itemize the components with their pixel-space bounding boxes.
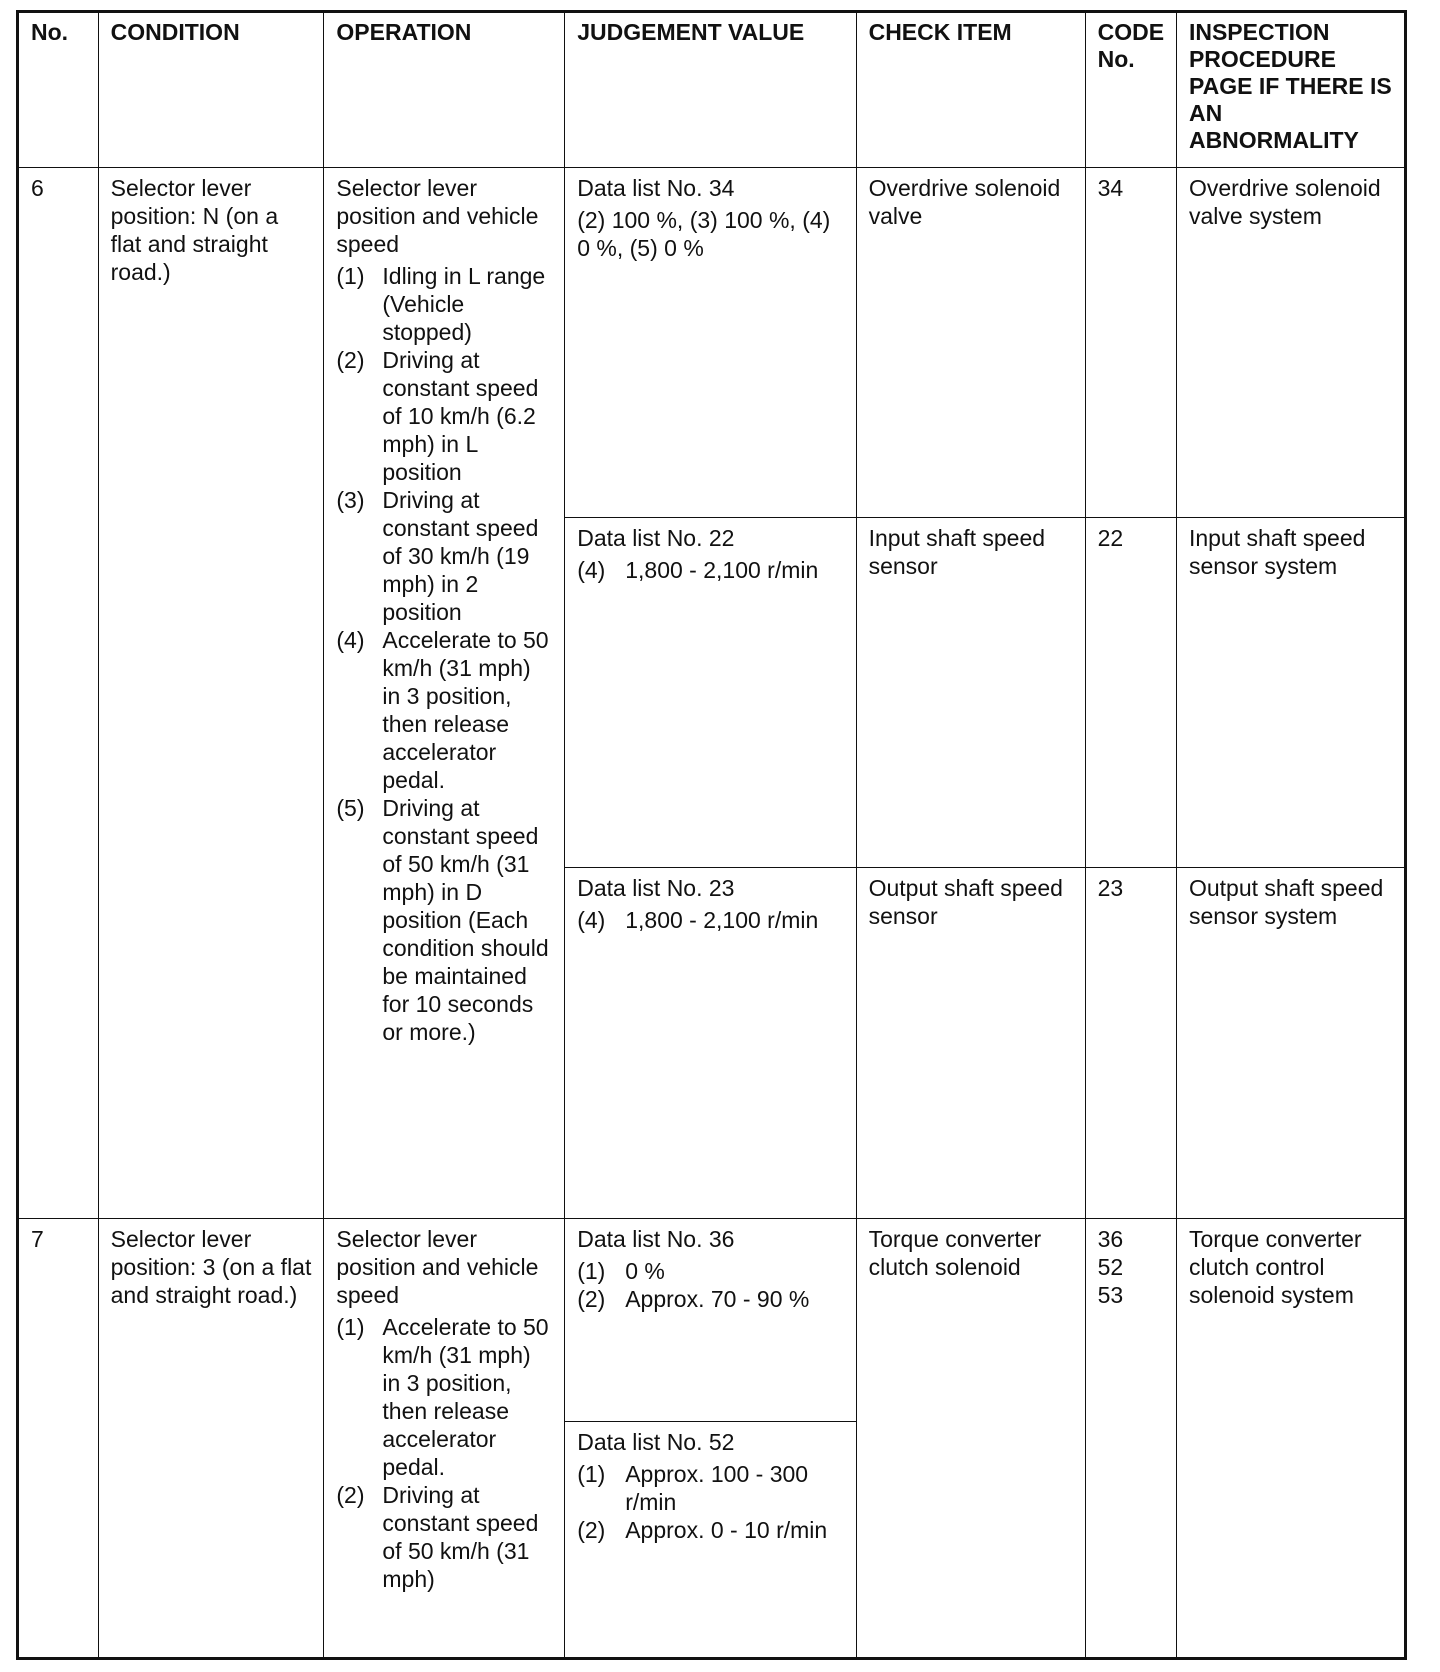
- header-check-item: CHECK ITEM: [856, 12, 1085, 168]
- operation-intro: Selector lever position and vehicle speed: [336, 1225, 539, 1308]
- inspection-cell: Output shaft speed sensor system: [1176, 868, 1405, 1218]
- check-item-cell: Output shaft speed sensor: [856, 868, 1085, 1218]
- operation-intro: Selector lever position and vehicle speed: [336, 174, 539, 257]
- check-item-cell: Torque converter clutch solenoid: [856, 1218, 1085, 1658]
- code-cell: 34: [1085, 167, 1176, 517]
- operation-step: (1) Accelerate to 50 km/h (31 mph) in 3 position, then release accelerator pedal.: [336, 1313, 549, 1480]
- judgement-title: Data list No. 23: [577, 875, 735, 902]
- judgement-value: (1) 0 %: [577, 1257, 665, 1284]
- judgement-cell: [565, 518, 856, 868]
- condition-cell: Selector lever position: N (on a flat and straight road.): [98, 167, 324, 1218]
- table-row: [18, 1218, 1406, 1422]
- judgement-title: Data list No. 36: [577, 1225, 735, 1252]
- header-operation: OPERATION: [324, 12, 565, 168]
- judgement-cell: [565, 167, 856, 517]
- judgement-values: (2) 100 %, (3) 100 %, (4) 0 %, (5) 0 %: [577, 206, 831, 261]
- code-cell: 22: [1085, 518, 1176, 868]
- header-inspection-page: INSPECTION PROCEDURE PAGE IF THERE IS AN ABNORMALITY: [1176, 12, 1405, 168]
- inspection-cell: Torque converter clutch control solenoid system: [1176, 1218, 1405, 1658]
- judgement-value: (4) 1,800 - 2,100 r/min: [577, 557, 819, 584]
- operation-step: (2) Driving at constant speed of 10 km/h (6.2 mph) in L position: [336, 346, 539, 485]
- header-no: No.: [18, 12, 99, 168]
- judgement-value: (4) 1,800 - 2,100 r/min: [577, 907, 819, 934]
- code-cell: 36 52 53: [1085, 1218, 1176, 1658]
- judgement-value: (2) Approx. 70 - 90 %: [577, 1285, 810, 1312]
- operation-cell: [324, 1218, 565, 1658]
- inspection-table: [16, 10, 1407, 1660]
- judgement-value: (1) Approx. 100 - 300 r/min: [577, 1461, 809, 1516]
- check-item-cell: Overdrive solenoid valve: [856, 167, 1085, 517]
- operation-step: (3) Driving at constant speed of 30 km/h (19 mph) in 2 position: [336, 486, 539, 625]
- code-cell: 23: [1085, 868, 1176, 1218]
- table-row: [18, 167, 1406, 517]
- header-code-no: CODE No.: [1085, 12, 1176, 168]
- header-judgement-value: JUDGEMENT VALUE: [565, 12, 856, 168]
- check-item-cell: Input shaft speed sensor: [856, 518, 1085, 868]
- row-number: 6: [18, 167, 99, 1218]
- header-row: [18, 12, 1406, 168]
- inspection-cell: Overdrive solenoid valve system: [1176, 167, 1405, 517]
- row-number: 7: [18, 1218, 99, 1658]
- operation-step: (2) Driving at constant speed of 50 km/h (31 mph): [336, 1481, 539, 1592]
- judgement-cell: [565, 1422, 856, 1659]
- operation-step: (5) Driving at constant speed of 50 km/h (31 mph) in D position (Each condition should be maintained for 10 seconds or more.): [336, 794, 549, 1045]
- operation-step: (1) Idling in L range (Vehicle stopped): [336, 262, 546, 345]
- judgement-cell: [565, 1218, 856, 1422]
- judgement-cell: [565, 868, 856, 1218]
- operation-cell: [324, 167, 565, 1218]
- judgement-value: (2) Approx. 0 - 10 r/min: [577, 1517, 828, 1544]
- header-condition: CONDITION: [98, 12, 324, 168]
- inspection-cell: Input shaft speed sensor system: [1176, 518, 1405, 868]
- judgement-title: Data list No. 22: [577, 525, 735, 552]
- judgement-title: Data list No. 34: [577, 174, 735, 201]
- judgement-title: Data list No. 52: [577, 1429, 735, 1456]
- condition-cell: Selector lever position: 3 (on a flat and straight road.): [98, 1218, 324, 1658]
- operation-step: (4) Accelerate to 50 km/h (31 mph) in 3 position, then release accelerator pedal.: [336, 626, 549, 793]
